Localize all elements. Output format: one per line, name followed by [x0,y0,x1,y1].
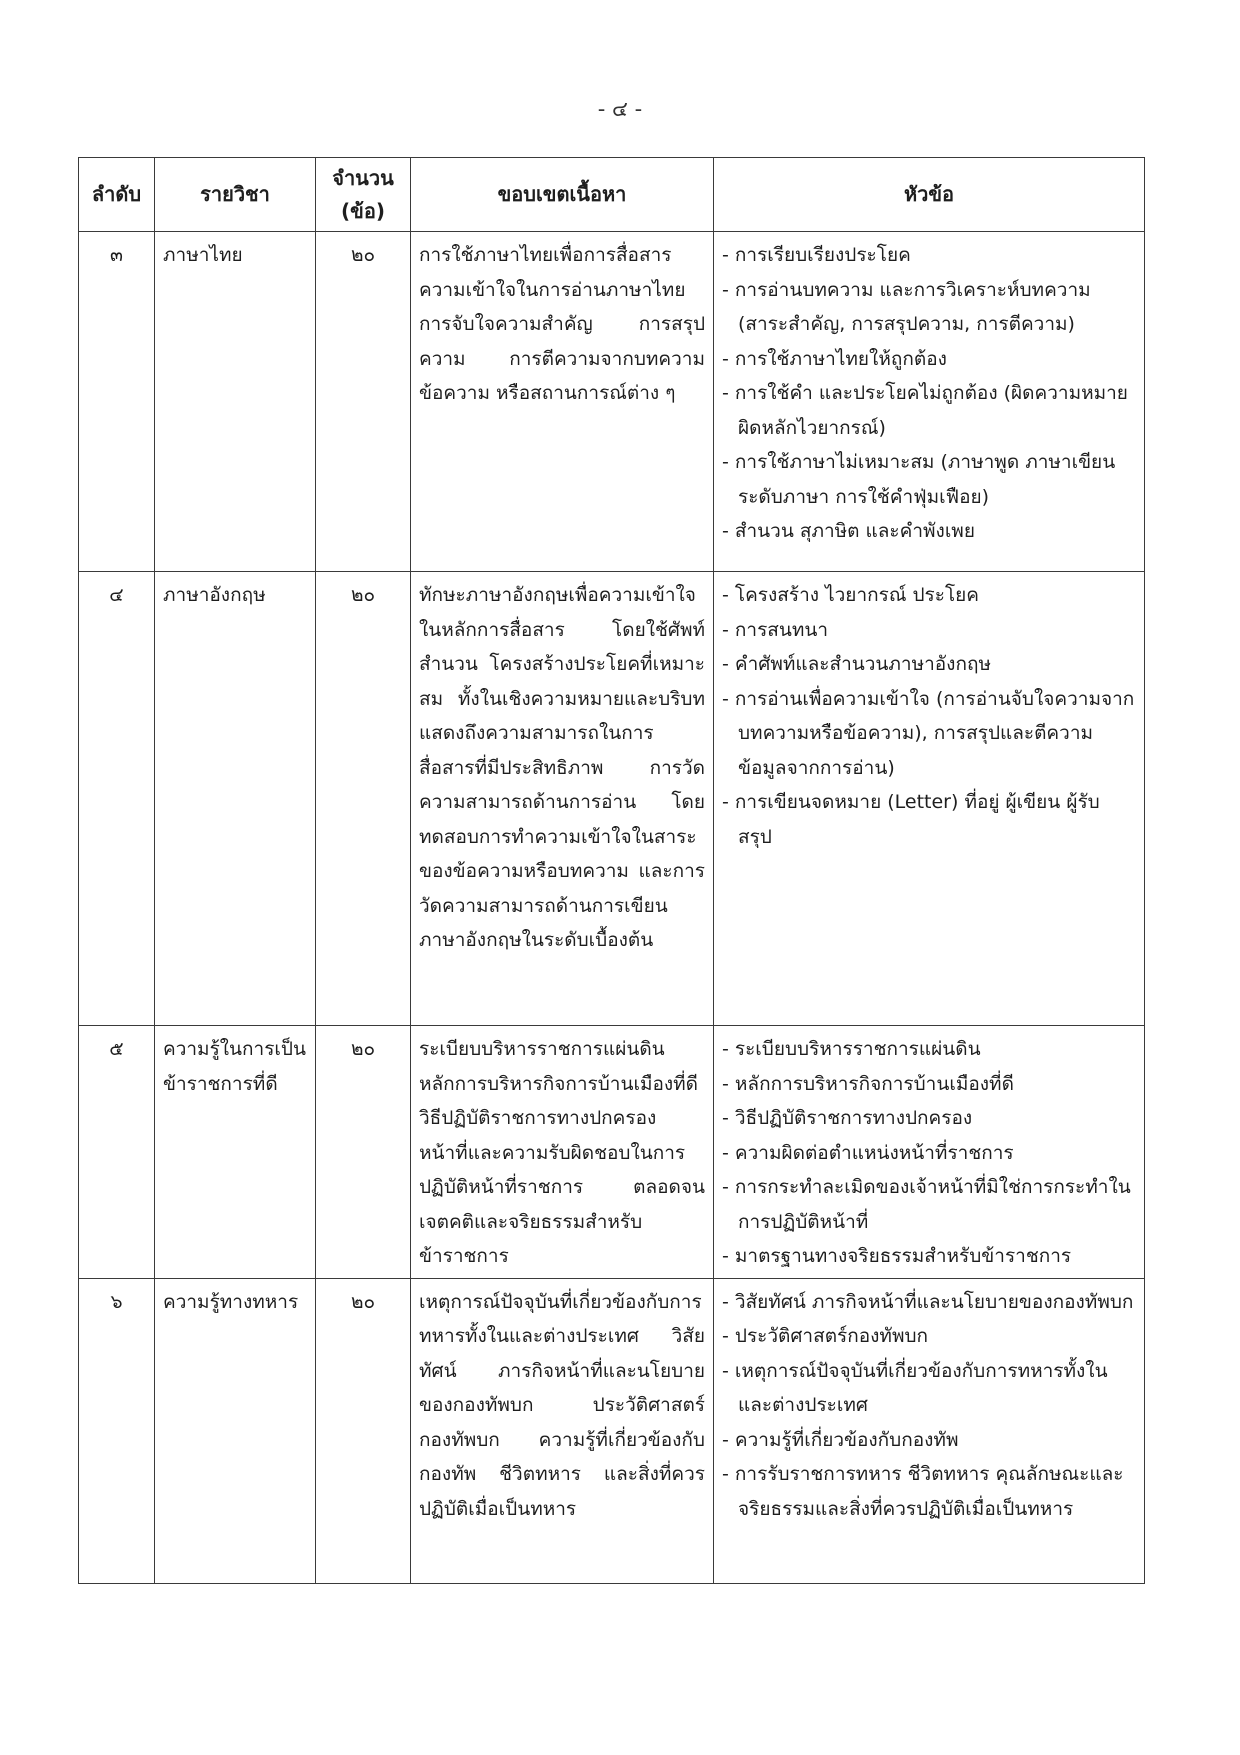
row-subject: ความรู้ในการเป็นข้าราชการที่ดี [155,1026,316,1279]
header-count-line1: จำนวน [332,165,394,190]
syllabus-table [78,157,1145,1584]
topic-item: - มาตรฐานทางจริยธรรมสำหรับข้าราชการ [722,1245,1072,1267]
row-topics [714,1026,1145,1279]
topic-item: - การใช้คำ และประโยคไม่ถูกต้อง (ผิดความหมาย ผิดหลักไวยากรณ์) [722,382,1128,439]
row-scope: การใช้ภาษาไทยเพื่อการสื่อสาร ความเข้าใจในการอ่านภาษาไทย การจับใจความสำคัญ การสรุปความ การตีความจากบทความ ข้อความ หรือสถานการณ์ต่าง ๆ [411,232,714,572]
row-topics [714,572,1145,1026]
topic-item: - การเขียนจดหมาย (Letter) ที่อยู่ ผู้เขียน ผู้รับ สรุป [722,791,1100,848]
topic-item: - การสนทนา [722,618,829,641]
row-scope: ทักษะภาษาอังกฤษเพื่อความเข้าใจในหลักการสื่อสาร โดยใช้ศัพท์สำนวน โครงสร้างประโยคที่เหมาะสม ทั้งในเชิงความหมายและบริบท แสดงถึงความสามารถในการสื่อสารที่มีประสิทธิภาพ การวัดความสามารถด้านการอ่าน โดยทดสอบการทำความเข้าใจในสาระของข้อความหรือบทความ และการวัดความสามารถด้านการเขียนภาษาอังกฤษในระดับเบื้องต้น [411,572,714,1026]
table-header [79,158,1145,232]
header-topics: หัวข้อ [714,158,1145,232]
topic-item: - การเรียบเรียงประโยค [722,244,911,266]
table-row [79,232,1145,572]
table-row [79,1026,1145,1279]
topic-item: - การรับราชการทหาร ชีวิตทหาร คุณลักษณะและจริยธรรมและสิ่งที่ควรปฏิบัติเมื่อเป็นทหาร [722,1463,1124,1520]
topic-item: - สำนวน สุภาษิต และคำพังเพย [722,520,975,542]
topic-item: - วิสัยทัศน์ ภารกิจหน้าที่และนโยบายของกองทัพบก [722,1290,1134,1313]
table-row [79,1278,1145,1583]
row-subject: ความรู้ทางทหาร [155,1278,316,1583]
topic-item: - การอ่านเพื่อความเข้าใจ (การอ่านจับใจความจากบทความหรือข้อความ), การสรุปและตีความข้อมูลจากการอ่าน) [722,687,1135,779]
topic-item: - คำศัพท์และสำนวนภาษาอังกฤษ [722,653,991,675]
row-scope: เหตุการณ์ปัจจุบันที่เกี่ยวข้องกับการทหารทั้งในและต่างประเทศ วิสัยทัศน์ ภารกิจหน้าที่และนโยบายของกองทัพบก ประวัติศาสตร์กองทัพบก ความรู้ที่เกี่ยวข้องกับกองทัพ ชีวิตทหาร และสิ่งที่ควรปฏิบัติเมื่อเป็นทหาร [411,1278,714,1583]
row-count: ๒๐ [316,1026,411,1279]
row-order: ๓ [79,232,155,572]
header-order: ลำดับ [79,158,155,232]
row-subject: ภาษาไทย [155,232,316,572]
row-topics [714,232,1145,572]
header-count [316,158,411,232]
page-number: - ๔ - [597,97,643,121]
topic-item: - หลักการบริหารกิจการบ้านเมืองที่ดี [722,1072,1014,1095]
topic-item: - การกระทำละเมิดของเจ้าหน้าที่มิใช่การกระทำในการปฏิบัติหน้าที่ [722,1176,1131,1233]
row-count: ๒๐ [316,232,411,572]
topic-item: - เหตุการณ์ปัจจุบันที่เกี่ยวข้องกับการทหารทั้งในและต่างประเทศ [722,1359,1108,1416]
topic-item: - การใช้ภาษาไม่เหมาะสม (ภาษาพูด ภาษาเขียน ระดับภาษา การใช้คำฟุ่มเฟือย) [722,451,1116,508]
row-order: ๕ [79,1026,155,1279]
row-order: ๖ [79,1278,155,1583]
row-subject: ภาษาอังกฤษ [155,572,316,1026]
topic-item: - ระเบียบบริหารราชการแผ่นดิน [722,1038,981,1060]
topic-item: - การอ่านบทความ และการวิเคราะห์บทความ (สาระสำคัญ, การสรุปความ, การตีความ) [722,278,1091,335]
topic-item: - วิธีปฏิบัติราชการทางปกครอง [722,1107,973,1129]
topic-item: - ความรู้ที่เกี่ยวข้องกับกองทัพ [722,1428,959,1451]
row-order: ๔ [79,572,155,1026]
header-subject: รายวิชา [155,158,316,232]
topic-item: - ความผิดต่อตำแหน่งหน้าที่ราชการ [722,1141,1014,1164]
header-scope: ขอบเขตเนื้อหา [411,158,714,232]
header-count-line2: (ข้อ) [341,198,385,223]
row-topics [714,1278,1145,1583]
table-row [79,572,1145,1026]
row-scope: ระเบียบบริหารราชการแผ่นดิน หลักการบริหารกิจการบ้านเมืองที่ดี วิธีปฏิบัติราชการทางปกครอง หน้าที่และความรับผิดชอบในการปฏิบัติหน้าที่ราชการ ตลอดจนเจตคติและจริยธรรมสำหรับข้าราชการ [411,1026,714,1279]
topic-item: - การใช้ภาษาไทยให้ถูกต้อง [722,347,947,370]
topic-item: - ประวัติศาสตร์กองทัพบก [722,1325,929,1347]
row-count: ๒๐ [316,572,411,1026]
topic-item: - โครงสร้าง ไวยากรณ์ ประโยค [722,584,980,606]
row-count: ๒๐ [316,1278,411,1583]
